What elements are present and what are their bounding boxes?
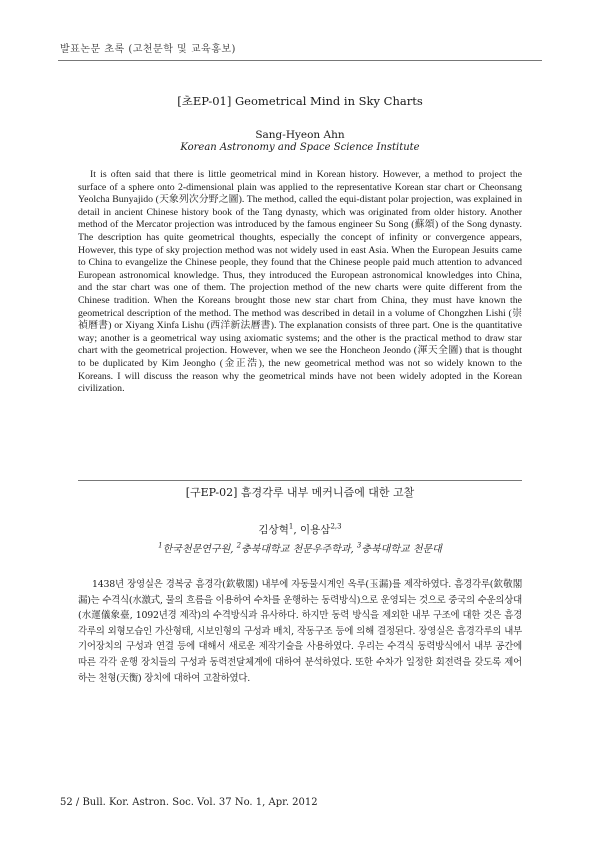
author-name: 이용삼 [300, 524, 331, 536]
affiliation: 한국천문연구원, [162, 544, 237, 555]
affil-mark: 3 [356, 541, 362, 550]
affiliation: 충북대학교 천문대 [361, 544, 442, 555]
section-divider [78, 480, 522, 481]
affil-mark: 2 [236, 541, 242, 550]
running-head: 발표논문 초록 (고천문학 및 교육홍보) [60, 44, 236, 55]
abstract-body [78, 169, 522, 396]
affiliation: 충북대학교 천문우주학과, [241, 544, 357, 555]
abstract-body-ko [78, 577, 522, 686]
abstract-author: Sang-Hyeon Ahn [255, 129, 345, 141]
affil-mark: 1 [158, 541, 163, 550]
abstract-body-ko-text: 1438년 장영실은 경복궁 흠경각(欽敬閣) 내부에 자동물시계인 옥루(玉漏)를 제작하였다. 흠경각루(欽敬閣漏)는 수격식(水激式, 물의 흐름을 이용하여 수차를 운행하는 동력방식)으로 운영되는 것으로 중국의 수운의상대(水運儀象臺, 1092년경 제작)의 수격방식과 유사하다. 하지만 동력 방식을 제외한 내부 구조에 대한 것은 흠경각루의 외형모습인 가산형태, 시보인형의 구성과 배치, 작동구조 등에 의해 결정된다. 장영실은 흠경각루의 내부 기어장치의 구성과 연결 등에 대해서 새로운 제작기술을 사용하였다. 우리는 수격식 동력방식에서 내부 공간에 따른 각각 운행 장치들의 구성과 동력전달체계에 대하여 분석하였다. 또한 수차가 일정한 회전력을 갖도록 제어하는 천형(天衡) 장치에 대하여 고찰하였다. [78, 579, 522, 684]
abstract-title-ko: [구EP-02] 흠경각루 내부 메커니즘에 대한 고찰 [185, 486, 415, 499]
abstract-ep01 [78, 93, 522, 396]
abstract-ep02 [78, 484, 522, 686]
page-footer: 52 / Bull. Kor. Astron. Soc. Vol. 37 No. 1, Apr. 2012 [60, 797, 318, 808]
abstract-title: [초EP-01] Geometrical Mind in Sky Charts [177, 94, 423, 108]
abstract-authors-ko [78, 522, 522, 537]
header-rule [58, 60, 542, 61]
author-affil-mark: 1 [288, 522, 294, 531]
author-affil-mark: 2,3 [330, 522, 342, 531]
author-separator: , [293, 524, 300, 536]
abstract-affiliations-ko [78, 540, 522, 555]
abstract-body-text: It is often said that there is little geometrical mind in Korean history. However, a method to project the surface of a sphere onto 2-dimensional plain was applied to the representative Korean star chart or Cheonsang Yeolcha Bunyajido (天象列次分野之圖). The method, called the equi-distant polar projection, was explained in detail in ancient Chinese history book of the Tang dynasty, which was originated from older history. Another method of the Mercator projection was introduced by the famous engineer Su Song (蘇頌) of the Song dynasty. The description has quite geometrical thoughts, especially the concept of infinity or convergence appears, However, this type of sky projection method was not widely used in east Asia. When the European Jesuits came to China to evangelize the Chinese people, they found that the Chinese people paid much attention to advanced European astronomical knowledge. Thus, they introduced the European astronomical knowledges into China, and the star chart was one of them. The projection method of the new charts were quite different from the Chinese tradition. When the Koreans brought those new star chart from China, they must have known the geometrical description of the method. The method was described in detail in a volume of Chongzhen Lishi (崇禎曆書) or Xiyang Xinfa Lishu (西洋新法曆書). The explanation consists of three part. One is the quantitative way; another is a geometrical way using axiomatic systems; and the other is the practical method to draw star chart with the geometrical projection. However, when we see the Honcheon Jeondo (渾天全圖) that is thought to be duplicated by Kim Jeongho (金正浩), the new geometrical method was not so widely known to the Koreans. I will discuss the reason why the geometrical minds have not been widely adopted in the Korean civilization. [78, 169, 522, 395]
author-name: 김상혁 [258, 524, 289, 536]
abstract-affiliation: Korean Astronomy and Space Science Institute [180, 142, 420, 153]
